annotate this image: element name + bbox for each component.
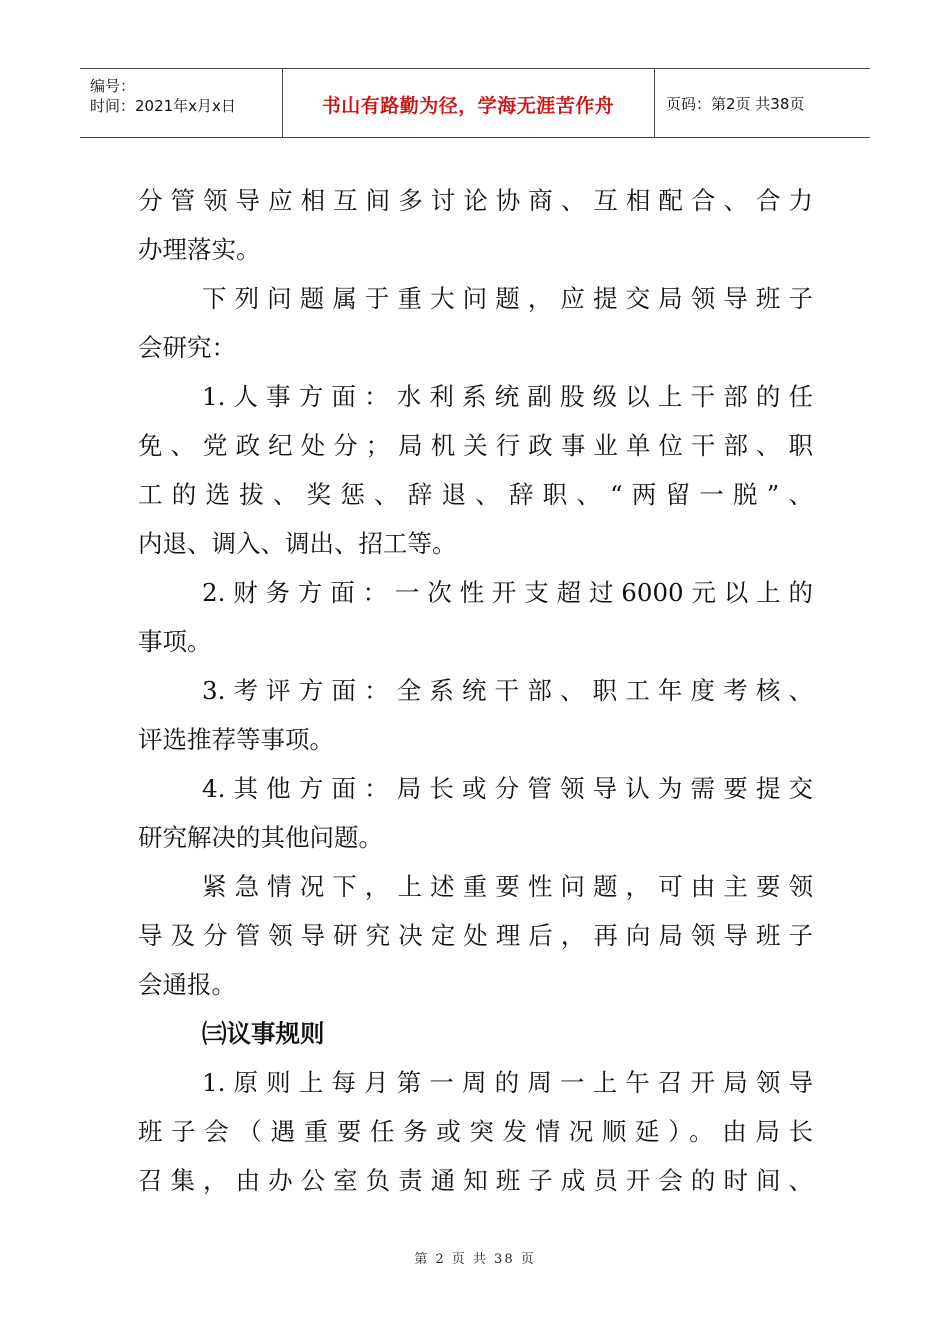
text-line: 免、党政纪处分；局机关行政事业单位干部、职 — [138, 431, 813, 460]
document-body — [138, 176, 813, 1205]
header-meta-cell — [80, 69, 283, 137]
text-line: 召集，由办公室负责通知班子成员开会的时间、 — [138, 1166, 813, 1195]
header-motto-cell — [282, 69, 655, 137]
text-line: 工的选拔、奖惩、辞退、辞职、“两留一脱”、 — [138, 480, 813, 509]
section-heading: ㈢议事规则 — [202, 1019, 325, 1048]
text-line: 研究解决的其他问题。 — [138, 823, 383, 852]
text-line: 事项。 — [138, 627, 212, 656]
text-line: 3.考评方面：全系统干部、职工年度考核、 — [202, 676, 813, 705]
header-page-info: 页码：第2页 共38页 — [666, 95, 805, 113]
text-line: 1.人事方面：水利系统副股级以上干部的任 — [202, 382, 813, 411]
text-line: 会通报。 — [138, 970, 236, 999]
text-line: 分管领导应相互间多讨论协商、互相配合、合力 — [138, 186, 813, 215]
text-line: 内退、调入、调出、招工等。 — [138, 529, 457, 558]
text-line: 1.原则上每月第一周的周一上午召开局领导 — [202, 1068, 813, 1097]
text-line: 2.财务方面：一次性开支超过6000元以上的 — [202, 578, 813, 607]
text-line: 办理落实。 — [138, 235, 261, 264]
page-footer: 第 2 页 共 38 页 — [414, 1252, 536, 1267]
document-number-label: 编号： — [90, 77, 136, 95]
text-line: 4.其他方面：局长或分管领导认为需要提交 — [202, 774, 813, 803]
header-page-cell — [654, 69, 870, 137]
document-date-label: 时间：2021年x月x日 — [90, 97, 236, 115]
text-line: 评选推荐等事项。 — [138, 725, 334, 754]
text-line: 导及分管领导研究决定处理后，再向局领导班子 — [138, 921, 813, 950]
text-line: 班子会（遇重要任务或突发情况顺延）。由局长 — [138, 1117, 813, 1146]
page-header — [80, 68, 870, 138]
header-motto: 书山有路勤为径，学海无涯苦作舟 — [321, 95, 615, 117]
text-line: 紧急情况下，上述重要性问题，可由主要领 — [202, 872, 813, 901]
text-line: 会研究： — [138, 333, 236, 362]
text-line: 下列问题属于重大问题，应提交局领导班子 — [202, 284, 813, 313]
